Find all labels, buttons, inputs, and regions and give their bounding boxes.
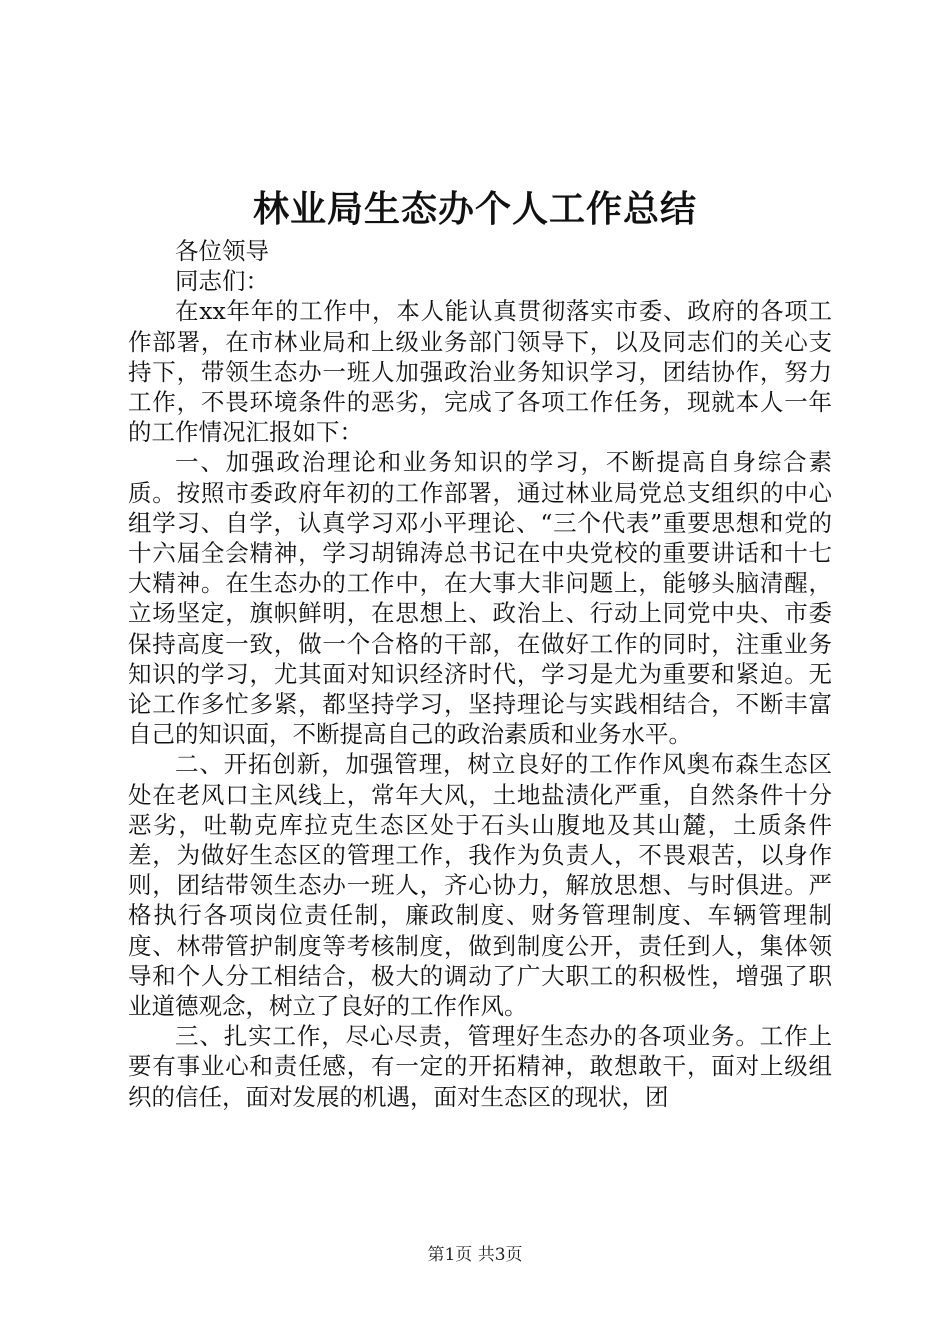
salutation-comrades: 同志们： — [175, 267, 269, 296]
salutation-leaders: 各位领导 — [175, 237, 269, 265]
document-title: 林业局生态办个人工作总结 — [252, 188, 697, 230]
paragraph-section-3: 三、扎实工作，尽心尽责，管理好生态办的各项业务。工作上要有事业心和责任感，有一定的开拓精神，敢想敢干，面对上级组织的信任，面对发展的机遇，面对生态区的现状，团 — [128, 1022, 832, 1111]
paragraph-section-2: 二、开拓创新，加强管理，树立良好的工作作风奥布森生态区处在老风口主风线上，常年大风，土地盐渍化严重，自然条件十分恶劣，吐勒克库拉克生态区处于石头山腹地及其山麓，土质条件差，为做好生态区的管理工作，我作为负责人，不畏艰苦，以身作则，团结带领生态办一班人，齐心协力，解放思想、与时俱进。严格执行各项岗位责任制，廉政制度、财务管理制度、车辆管理制度、林带管护制度等考核制度，做到制度公开，责任到人，集体领导和个人分工相结合，极大的调动了广大职工的积极性，增强了职业道德观念，树立了良好的工作作风。 — [128, 750, 832, 1021]
paragraph-section-1: 一、加强政治理论和业务知识的学习，不断提高自身综合素质。按照市委政府年初的工作部署，通过林业局党总支组织的中心组学习、自学，认真学习邓小平理论、“三个代表”重要思想和党的十六届全会精神，学习胡锦涛总书记在中央党校的重要讲话和十七大精神。在生态办的工作中，在大事大非问题上，能够头脑清醒，立场坚定，旗帜鲜明，在思想上、政治上、行动上同党中央、市委保持高度一致，做一个合格的干部，在做好工作的同时，注重业务知识的学习，尤其面对知识经济时代，学习是尤为重要和紧迫。无论工作多忙多紧，都坚持学习，坚持理论与实践相结合，不断丰富自己的知识面，不断提高自己的政治素质和业务水平。 — [128, 448, 832, 749]
page-number-footer: 第1页 共3页 — [427, 1245, 523, 1265]
paragraph-intro: 在xx年年的工作中，本人能认真贯彻落实市委、政府的各项工作部署，在市林业局和上级业务部门领导下，以及同志们的关心支持下，带领生态办一班人加强政治业务知识学习，团结协作，努力工作，不畏环境条件的恶劣，完成了各项工作任务，现就本人一年的工作情况汇报如下： — [128, 297, 832, 447]
document-body — [128, 236, 832, 1112]
